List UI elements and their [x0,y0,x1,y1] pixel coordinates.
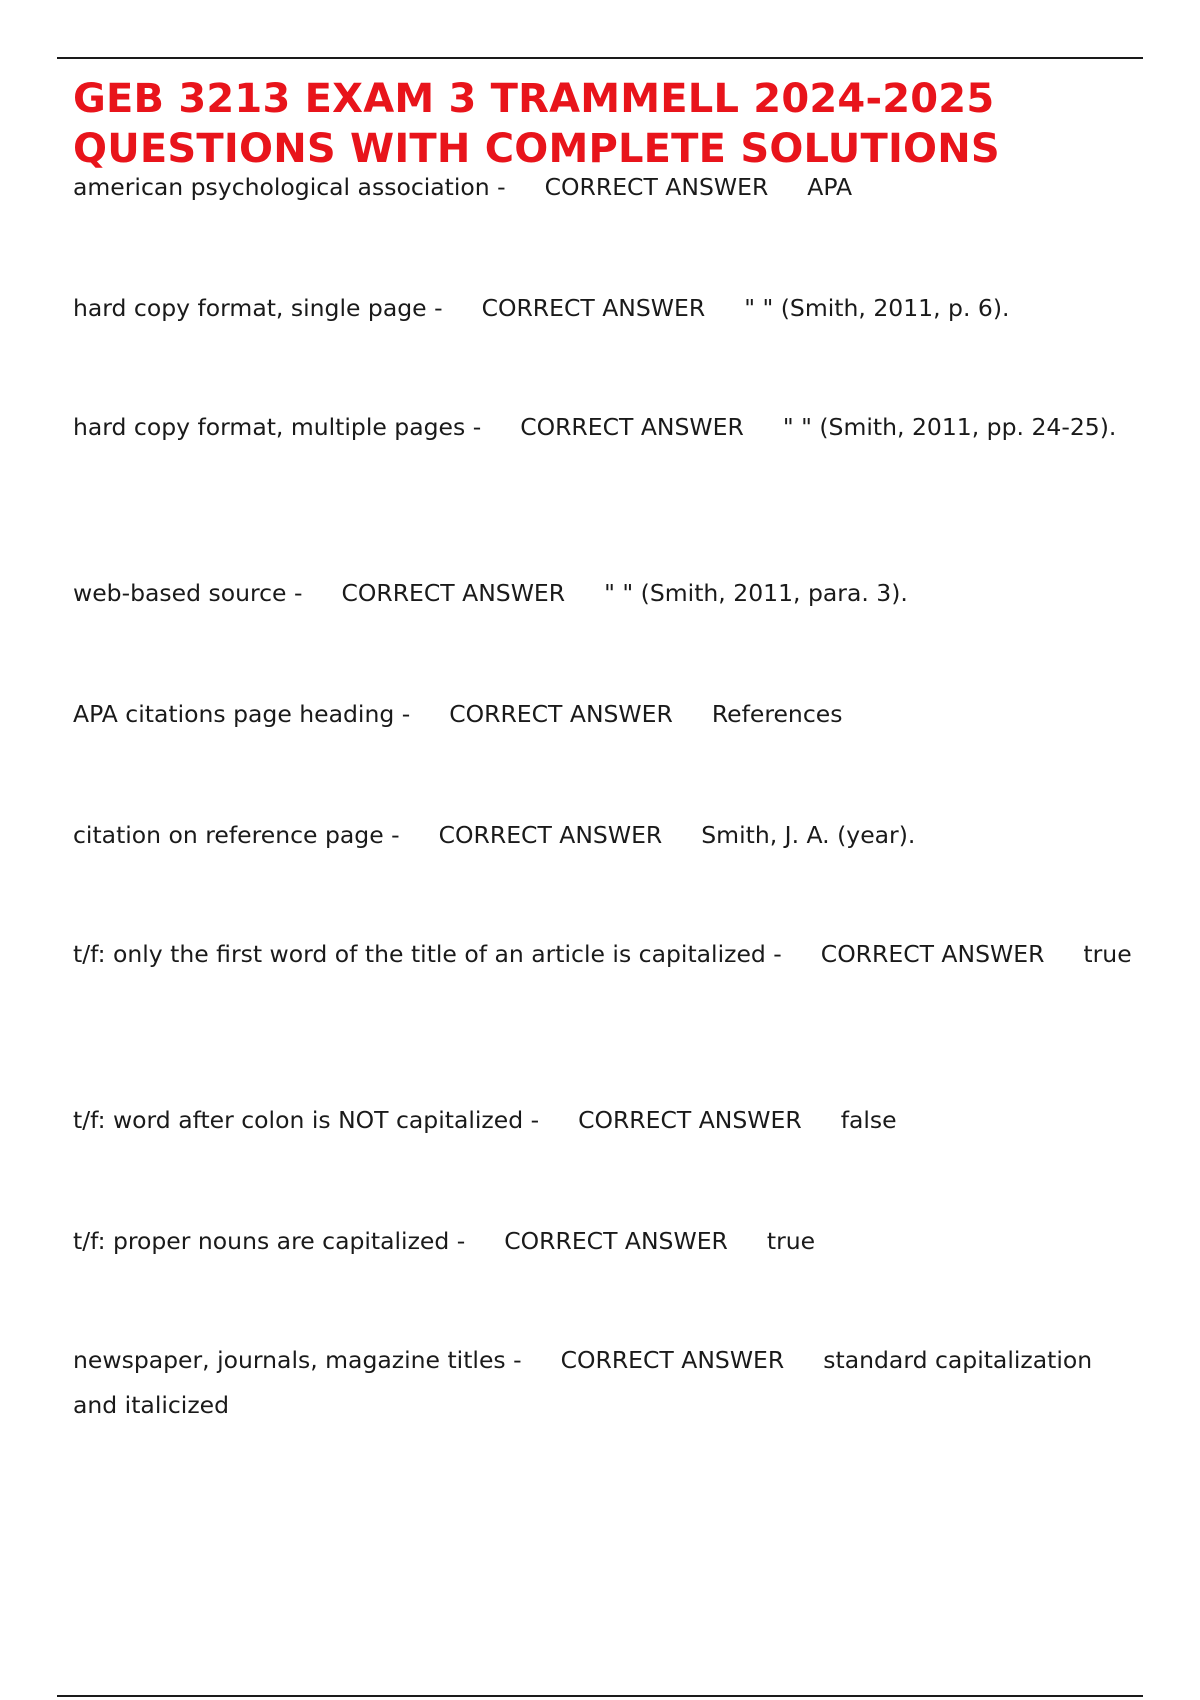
answer-text: true [1083,940,1132,968]
answer-label: CORRECT ANSWER [820,940,1045,968]
answer-label: CORRECT ANSWER [504,1227,728,1255]
question-text: APA citations page heading - [73,700,411,728]
bottom-rule [57,1695,1143,1697]
answer-label: CORRECT ANSWER [449,700,673,728]
answer-text: " " (Smith, 2011, p. 6). [744,294,1010,322]
answer-label: CORRECT ANSWER [520,413,744,441]
question-text: citation on reference page - [73,821,400,849]
title-line-2: QUESTIONS WITH COMPLETE SOLUTIONS [73,126,1000,172]
qa-item [73,405,1133,450]
top-rule [57,57,1143,59]
qa-item [73,932,1133,977]
question-text: newspaper, journals, magazine titles - [73,1346,522,1374]
answer-text: false [840,1106,897,1134]
question-text: t/f: only the first word of the title of an article is capitalized - [73,940,782,968]
document-title [73,74,1153,174]
qa-item [73,165,1133,210]
qa-item [73,1098,1133,1143]
answer-label: CORRECT ANSWER [481,294,706,322]
answer-text: Smith, J. A. (year). [701,821,916,849]
answer-label: CORRECT ANSWER [341,579,566,607]
qa-item [73,286,1133,331]
answer-text: APA [807,173,853,201]
answer-label: CORRECT ANSWER [544,173,769,201]
title-line-1: GEB 3213 EXAM 3 TRAMMELL 2024-2025 [73,76,995,122]
qa-item [73,813,1133,858]
question-text: t/f: proper nouns are capitalized - [73,1227,466,1255]
answer-label: CORRECT ANSWER [560,1346,785,1374]
question-text: american psychological association - [73,173,506,201]
qa-item [73,571,1133,616]
question-text: t/f: word after colon is NOT capitalized - [73,1106,540,1134]
answer-text: References [711,700,843,728]
answer-label: CORRECT ANSWER [578,1106,802,1134]
question-text: hard copy format, multiple pages - [73,413,482,441]
qa-item [73,1338,1133,1428]
qa-item [73,692,1133,737]
answer-text: standard capitalization and italicized [73,1346,1100,1419]
answer-text: " " (Smith, 2011, pp. 24-25). [782,413,1117,441]
answer-text: true [766,1227,816,1255]
qa-item [73,1219,1133,1264]
answer-text: " " (Smith, 2011, para. 3). [604,579,908,607]
question-text: hard copy format, single page - [73,294,443,322]
answer-label: CORRECT ANSWER [438,821,663,849]
question-text: web-based source - [73,579,303,607]
